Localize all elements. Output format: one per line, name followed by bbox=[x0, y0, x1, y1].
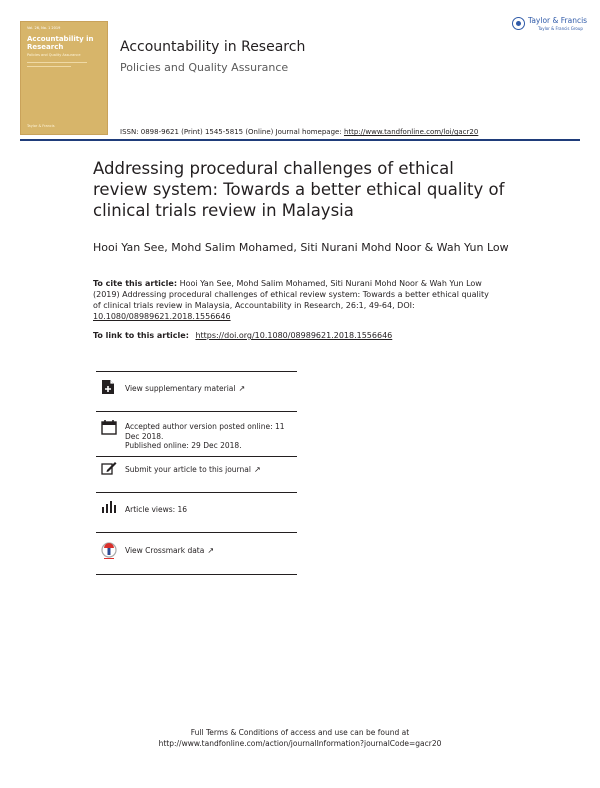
journal-subtitle: Policies and Quality Assurance bbox=[120, 61, 289, 74]
submit-label: Submit your article to this journal bbox=[125, 465, 251, 474]
bar-chart-icon bbox=[101, 500, 117, 514]
publisher-name: Taylor & Francis bbox=[528, 16, 588, 25]
accepted-date: Accepted author version posted online: 11 Dec 2018. bbox=[125, 422, 285, 441]
view-supplementary-link[interactable] bbox=[125, 384, 245, 394]
article-title: Addressing procedural challenges of ethical review system: Towards a better ethical quality of clinical trials review in Malaysia bbox=[93, 159, 505, 220]
cover-publisher: Taylor & Francis bbox=[27, 124, 55, 128]
divider bbox=[96, 532, 297, 533]
cover-volume: Vol. 26, No. 1 2019 bbox=[27, 26, 61, 30]
crossmark-label: View Crossmark data bbox=[125, 546, 205, 555]
article-views: Article views: 16 bbox=[125, 505, 188, 514]
crossmark-icon bbox=[101, 542, 117, 560]
divider bbox=[96, 492, 297, 493]
citation-text: Hooi Yan See, Mohd Salim Mohamed, Siti Nurani Mohd Noor & Wah Yun Low (2019) Addressing procedural challenges of ethical review system: Towards a better ethical quality of clinical trials review in Malaysia, Accountability in Research, 26:1, 49-64, DOI: bbox=[93, 279, 489, 310]
cover-title: Accountability in Research bbox=[27, 35, 94, 51]
footer-terms-link[interactable]: http://www.tandfonline.com/action/journalInformation?journalCode=gacr20 bbox=[158, 739, 442, 748]
footer-terms-text: Full Terms & Conditions of access and use can be found at bbox=[190, 728, 410, 737]
cover-decoration bbox=[27, 66, 71, 67]
issn-text: ISSN: 0898-9621 (Print) 1545-5815 (Online) Journal homepage: bbox=[120, 128, 342, 136]
citation-doi-link[interactable]: 10.1080/08989621.2018.1556646 bbox=[93, 312, 231, 321]
logo-circle-icon bbox=[512, 17, 525, 30]
cover-subtitle: Policies and Quality Assurance bbox=[27, 53, 81, 57]
external-link-icon: ↗ bbox=[253, 465, 261, 474]
divider bbox=[96, 574, 297, 575]
footer-terms bbox=[0, 727, 600, 749]
crossmark-link[interactable] bbox=[125, 546, 214, 556]
publisher-tagline: Taylor & Francis Group bbox=[538, 26, 583, 31]
divider bbox=[96, 371, 297, 372]
header-divider bbox=[20, 139, 580, 141]
article-authors: Hooi Yan See, Mohd Salim Mohamed, Siti Nurani Mohd Noor & Wah Yun Low bbox=[93, 241, 509, 254]
divider bbox=[96, 456, 297, 457]
calendar-icon bbox=[101, 419, 117, 435]
external-link-icon: ↗ bbox=[238, 384, 246, 393]
cover-decoration bbox=[27, 62, 87, 63]
publication-dates bbox=[125, 422, 300, 451]
divider bbox=[96, 411, 297, 412]
journal-title: Accountability in Research bbox=[120, 39, 306, 55]
journal-homepage-link[interactable]: http://www.tandfonline.com/loi/gacr20 bbox=[343, 128, 479, 136]
supplementary-label: View supplementary material bbox=[125, 384, 236, 393]
citation-label: To cite this article: bbox=[93, 279, 178, 288]
document-plus-icon bbox=[101, 379, 115, 395]
issn-line bbox=[120, 128, 478, 136]
link-label: To link to this article: bbox=[93, 331, 189, 340]
article-doi-link[interactable]: https://doi.org/10.1080/08989621.2018.1556646 bbox=[195, 331, 393, 340]
publisher-logo bbox=[512, 16, 588, 36]
submit-article-link[interactable] bbox=[125, 465, 261, 475]
citation-block bbox=[93, 278, 493, 322]
journal-cover bbox=[20, 21, 108, 135]
external-link-icon: ↗ bbox=[207, 546, 215, 555]
submit-pencil-icon bbox=[101, 461, 117, 475]
published-date: Published online: 29 Dec 2018. bbox=[125, 441, 242, 450]
article-link-line bbox=[93, 331, 392, 340]
